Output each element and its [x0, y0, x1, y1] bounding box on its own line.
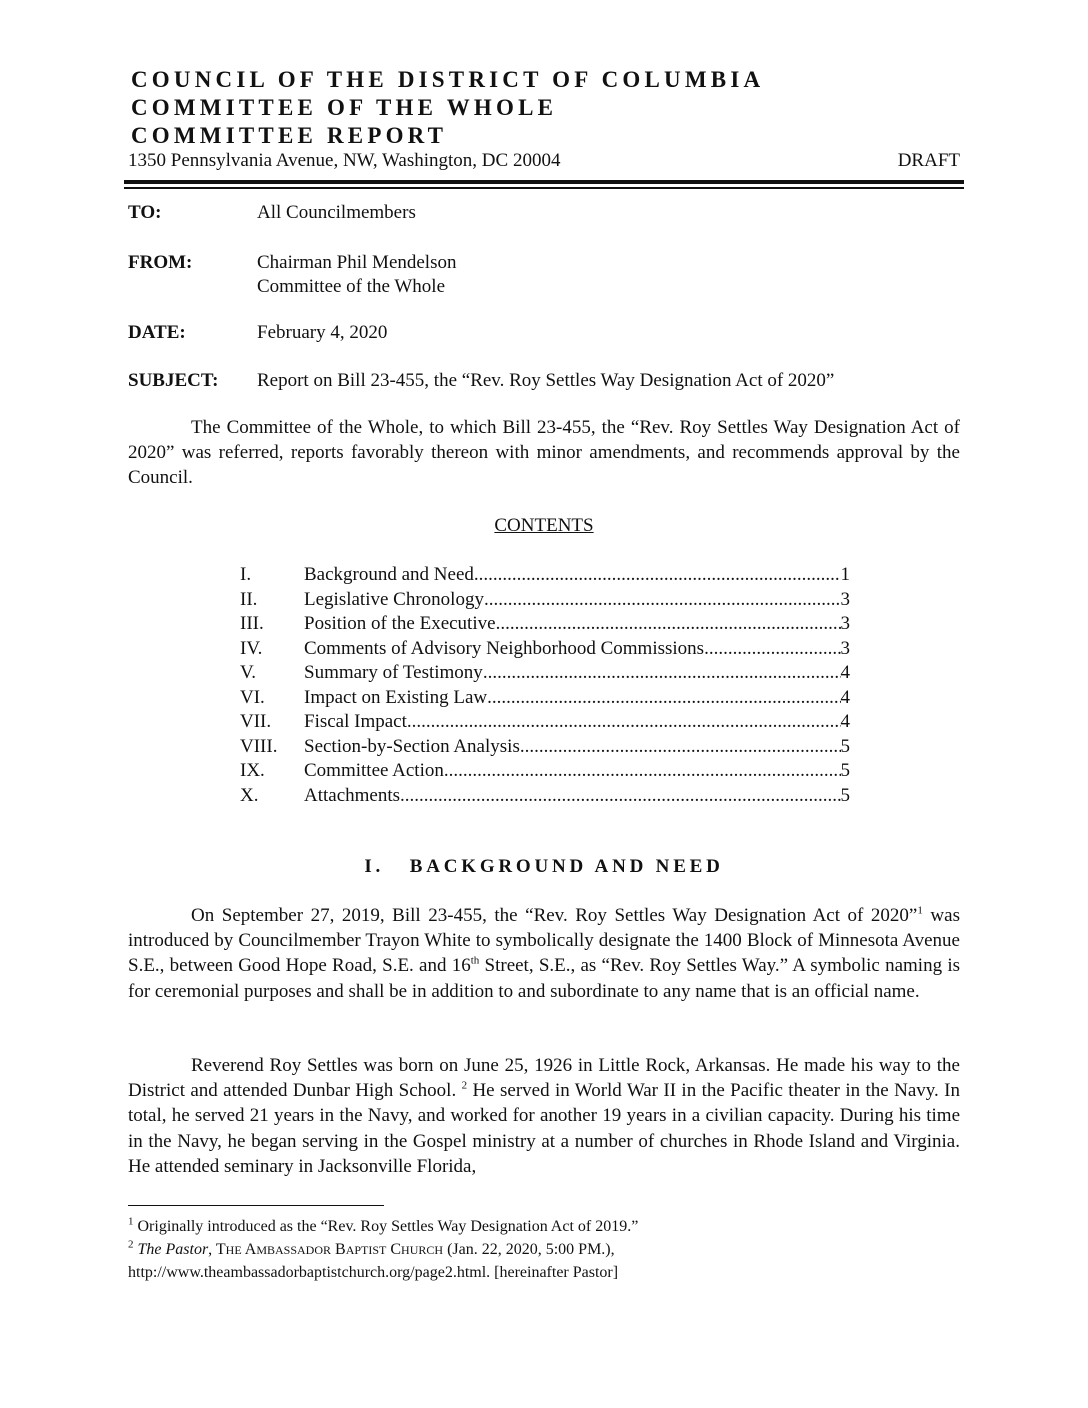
- toc-leader-dots: [400, 784, 840, 809]
- toc-item-title: Impact on Existing Law: [304, 686, 488, 708]
- toc-leader-dots: [704, 637, 840, 662]
- memo-date-value: February 4, 2020: [257, 322, 388, 343]
- toc-item-number: X.: [240, 784, 259, 806]
- header-rule-thin: [124, 187, 964, 189]
- footnote-2: $^2$ The Pastor, THE AMBASSADOR BAPTIST CHURCH (Jan. 22, 2020, 5:00 PM.),: [128, 1238, 615, 1258]
- section-heading-background: I. BACKGROUND AND NEED: [364, 856, 724, 877]
- toc-item[interactable]: [240, 710, 850, 735]
- toc-item-title: Summary of Testimony: [304, 662, 483, 683]
- toc-item-number: V.: [240, 662, 257, 683]
- intro-paragraph: The Committee of the Whole, to which Bill 23-455, the “Rev. Roy Settles Way Designation Act of 2020” was referred, reports favorably thereon with minor amendments, and recommends approval by the Council.: [128, 417, 960, 489]
- toc-item-page: 5: [840, 760, 850, 781]
- toc-item-page: 3: [840, 613, 850, 634]
- toc-item[interactable]: [240, 588, 850, 613]
- toc-item-number: VII.: [240, 711, 272, 732]
- toc-item-page: 3: [840, 637, 850, 659]
- header-line-committee: COMMITTEE OF THE WHOLE: [131, 95, 558, 120]
- memo-from-line2: Committee of the Whole: [257, 276, 446, 297]
- background-paragraph-1: On September 27, 2019, Bill 23-455, the “Rev. Roy Settles Way Designation Act of 2020”$^1$ was introduced by Councilmember Trayon White to symbolically designate the 1400 Block of Minnesota Avenue S.E., between Good Hope Road, S.E. and 16th Street, S.E., as “Rev. Roy Settles Way.” A symbolic naming is for ceremonial purposes and shall be in addition to and subordinate to any name that is an official name.: [128, 904, 960, 1002]
- memo-from-line1: Chairman Phil Mendelson: [257, 252, 457, 273]
- memo-subject-label: SUBJECT:: [128, 370, 219, 391]
- toc-leader-dots: [520, 735, 841, 760]
- toc-item-number: IX.: [240, 760, 265, 781]
- toc-item-page: 4: [840, 711, 850, 732]
- footnote-separator: [128, 1205, 384, 1206]
- footnote-2-url[interactable]: http://www.theambassadorbaptistchurch.org/page2.html. [hereinafter Pastor]: [128, 1264, 619, 1281]
- toc-item-number: VIII.: [240, 735, 278, 757]
- toc-item-page: 5: [840, 735, 850, 757]
- toc-item-number: III.: [240, 613, 264, 634]
- footnote-ref-2[interactable]: 2: [461, 1079, 468, 1092]
- toc-item-page: 4: [840, 686, 850, 708]
- memo-to-value: All Councilmembers: [257, 202, 416, 223]
- memo-from-label: FROM:: [128, 252, 193, 273]
- table-of-contents: [240, 563, 850, 808]
- toc-item-number: VI.: [240, 686, 265, 708]
- toc-item-title: Comments of Advisory Neighborhood Commissions: [304, 637, 705, 659]
- toc-item[interactable]: [240, 612, 850, 637]
- toc-item-title: Background and Need: [304, 564, 474, 585]
- toc-leader-dots: [484, 588, 841, 613]
- toc-item-page: 5: [840, 784, 850, 806]
- memo-subject-value: Report on Bill 23-455, the “Rev. Roy Settles Way Designation Act of 2020”: [257, 370, 835, 391]
- toc-item[interactable]: [240, 686, 850, 711]
- toc-item-page: 1: [840, 564, 850, 585]
- toc-leader-dots: [444, 759, 841, 784]
- toc-item[interactable]: [240, 759, 850, 784]
- toc-leader-dots: [483, 661, 841, 686]
- background-paragraph-2: Reverend Roy Settles was born on June 25, 1926 in Little Rock, Arkansas. He made his way to the District and attended Dunbar High School. $^2$ He served in World War II in the Pacific theater in the Navy. In total, he served 21 years in the Navy, and worked for another 19 years in a civilian capacity. During his time in the Navy, he began serving in the Gospel ministry at a number of churches in Rhode Island and Virginia. He attended seminary in Jacksonville Florida,: [128, 1055, 960, 1177]
- toc-item[interactable]: [240, 637, 850, 662]
- draft-label: DRAFT: [897, 150, 960, 171]
- toc-item-page: 4: [840, 662, 850, 683]
- toc-item-page: 3: [840, 588, 850, 610]
- toc-item[interactable]: [240, 661, 850, 686]
- toc-item[interactable]: [240, 784, 850, 809]
- memo-to-label: TO:: [128, 202, 162, 223]
- header-rule-thick: [124, 180, 964, 184]
- contents-title: CONTENTS: [494, 515, 594, 536]
- toc-item-number: II.: [240, 588, 258, 610]
- toc-item[interactable]: [240, 735, 850, 760]
- footnote-1: $^1$ Originally introduced as the “Rev. Roy Settles Way Designation Act of 2019.”: [128, 1215, 639, 1235]
- memo-date-label: DATE:: [128, 322, 186, 343]
- toc-item[interactable]: [240, 563, 850, 588]
- toc-item-title: Fiscal Impact: [304, 711, 407, 732]
- toc-leader-dots: [496, 612, 841, 637]
- toc-item-title: Section-by-Section Analysis: [304, 735, 520, 757]
- footnote-ref-1[interactable]: 1: [917, 904, 923, 917]
- toc-leader-dots: [487, 686, 840, 711]
- toc-item-title: Attachments: [304, 784, 401, 806]
- header-line-report: COMMITTEE REPORT: [131, 123, 448, 148]
- header-line-council: COUNCIL OF THE DISTRICT OF COLUMBIA: [131, 67, 765, 92]
- header-address: 1350 Pennsylvania Avenue, NW, Washington, DC 20004: [128, 150, 561, 171]
- toc-item-title: Committee Action: [304, 760, 444, 781]
- toc-item-number: IV.: [240, 637, 263, 659]
- toc-leader-dots: [474, 563, 841, 588]
- toc-item-title: Legislative Chronology: [304, 588, 484, 610]
- toc-item-title: Position of the Executive: [304, 613, 496, 634]
- toc-item-number: I.: [240, 564, 252, 585]
- toc-leader-dots: [407, 710, 841, 735]
